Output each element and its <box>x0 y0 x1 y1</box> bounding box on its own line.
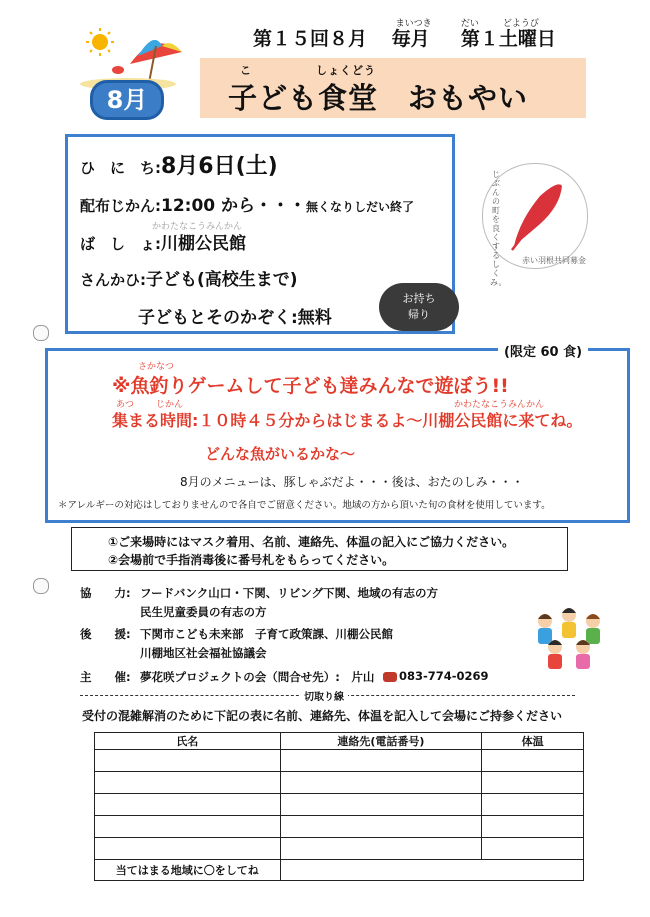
headline-ruby: さかなつ <box>138 362 175 372</box>
region-cell[interactable] <box>280 860 583 881</box>
date-label: ひ に ち: <box>80 159 161 177</box>
title-main: 子ども食堂 おもやい <box>228 81 529 115</box>
place-value: 川棚公民館 <box>161 234 246 254</box>
participants-value: 子ども(高校生まで) <box>146 270 298 290</box>
gather-ruby-kouminkan: かわたなこうみんかん <box>454 400 545 410</box>
crab-icon <box>112 66 124 74</box>
contact-cell[interactable] <box>280 794 482 816</box>
phone-text: 083-774-0269 <box>399 669 489 683</box>
name-cell[interactable] <box>95 750 281 772</box>
table-row <box>95 794 584 816</box>
title-ruby-ko: こ <box>240 64 252 77</box>
place-ruby: かわたなこうみんかん <box>152 222 243 232</box>
temp-cell[interactable] <box>482 772 584 794</box>
month-badge: 8月 <box>90 80 164 120</box>
title-ruby-shokudou: しょくどう <box>316 64 376 77</box>
every-month-ruby: まいつき <box>395 19 432 29</box>
limited-servings: (限定 60 食) <box>498 341 588 360</box>
activity-headline <box>112 362 509 398</box>
contact-cell[interactable] <box>280 772 482 794</box>
fish-question: どんな魚がいるかな～ <box>205 445 356 463</box>
time-label: 配布じかん: <box>80 197 161 215</box>
headline-text: ※魚釣りゲームして子ども達みんなで遊ぼう!! <box>112 375 509 397</box>
gather-time <box>112 400 583 431</box>
edition-text: 第１５回８月 <box>253 28 368 50</box>
contact-cell[interactable] <box>280 816 482 838</box>
time-row <box>80 191 414 216</box>
registration-table <box>94 732 584 881</box>
contact-cell[interactable] <box>280 838 482 860</box>
allergy-note: ＊アレルギーの対応はしておりませんので各自でご留意ください。地域の方から頂いた旬の食材を使用しています。 <box>58 500 551 511</box>
table-header-row <box>95 733 584 750</box>
temp-cell[interactable] <box>482 794 584 816</box>
contact-cell[interactable] <box>280 750 482 772</box>
cooperation-line-1: フードバンク山口・下関、リビング下関、地域の有志の方 <box>140 586 438 600</box>
place-row <box>80 222 246 254</box>
family-row <box>138 303 332 328</box>
takeaway-line2: 帰り <box>408 308 430 321</box>
every-month-text: 毎月 <box>391 28 430 50</box>
support-line-1: 下関市こども未来部 子育て政策課、川棚公民館 <box>140 627 393 641</box>
red-feather-icon <box>500 180 568 252</box>
header-schedule <box>253 19 556 51</box>
table-row <box>95 816 584 838</box>
participants-row <box>80 265 298 290</box>
time-value: 12:00 から・・・ <box>161 196 307 216</box>
takeaway-badge <box>379 283 459 331</box>
name-cell[interactable] <box>95 838 281 860</box>
page-title <box>228 64 529 117</box>
col-header-temp: 体温 <box>482 733 584 750</box>
col-header-contact: 連絡先(電話番号) <box>280 733 482 750</box>
support-line-2: 川棚地区社会福祉協議会 <box>140 646 267 660</box>
name-cell[interactable] <box>95 772 281 794</box>
notice-line-2: ②会場前で手指消毒後に番号札をもらってください。 <box>108 553 395 567</box>
feather-text-top: じぶんの町を良くするしくみ。 <box>490 170 507 287</box>
name-cell[interactable] <box>95 816 281 838</box>
cut-line-label: 切取り線 <box>300 688 348 703</box>
notice-line-1: ①ご来場時にはマスク着用、名前、連絡先、体温の記入にご協力ください。 <box>108 535 515 549</box>
name-cell[interactable] <box>95 794 281 816</box>
phone-icon <box>383 672 397 682</box>
table-row <box>95 750 584 772</box>
gather-text: 集まる時間:１０時４５分からはじまるよ～川棚公民館に来てね。 <box>112 411 583 430</box>
phone-number <box>383 669 489 683</box>
sun-icon <box>92 34 108 50</box>
takeaway-line1: お持ち <box>402 292 436 305</box>
punch-hole-top <box>33 325 49 341</box>
doyoubi-ruby: どようび <box>502 19 539 29</box>
family-value: 子どもとそのかぞく:無料 <box>138 308 332 328</box>
gather-ruby-jikan: じかん <box>156 400 184 410</box>
menu-text: 8月のメニューは、豚しゃぶだよ・・・後は、おたのしみ・・・ <box>180 475 524 489</box>
temp-cell[interactable] <box>482 838 584 860</box>
temp-cell[interactable] <box>482 750 584 772</box>
children-illustration <box>527 603 613 671</box>
table-row <box>95 772 584 794</box>
schedule-text: 第１土曜日 <box>460 28 556 50</box>
date-row <box>80 149 278 180</box>
cooperation-line-2: 民生児童委員の有志の方 <box>140 605 267 619</box>
support-label: 後 援: <box>80 627 131 641</box>
cooperation-label: 協 力: <box>80 586 131 600</box>
region-label: 当てはまる地域に〇をしてね <box>95 860 281 881</box>
place-label: ば し ょ: <box>80 235 161 253</box>
gather-ruby-atsu: あつ <box>116 400 135 410</box>
time-note: 無くなりしだい終了 <box>306 200 415 214</box>
col-header-name: 氏名 <box>95 733 281 750</box>
host-value: 夢花咲プロジェクトの会（問合せ先）: 片山 <box>140 670 375 684</box>
dai-ruby: だい <box>460 19 479 29</box>
table-row <box>95 838 584 860</box>
participants-label: さんかひ: <box>80 271 146 289</box>
host-label: 主 催: <box>80 670 131 684</box>
feather-text-bottom: 赤い羽根共同募金 <box>522 256 586 265</box>
covid-notice-box <box>71 527 568 571</box>
punch-hole-bottom <box>33 578 49 594</box>
temp-cell[interactable] <box>482 816 584 838</box>
form-instruction: 受付の混雑解消のために下記の表に名前、連絡先、体温を記入して会場にご持参ください <box>82 709 563 723</box>
date-value: 8月6日(土) <box>161 154 278 179</box>
region-row <box>95 860 584 881</box>
